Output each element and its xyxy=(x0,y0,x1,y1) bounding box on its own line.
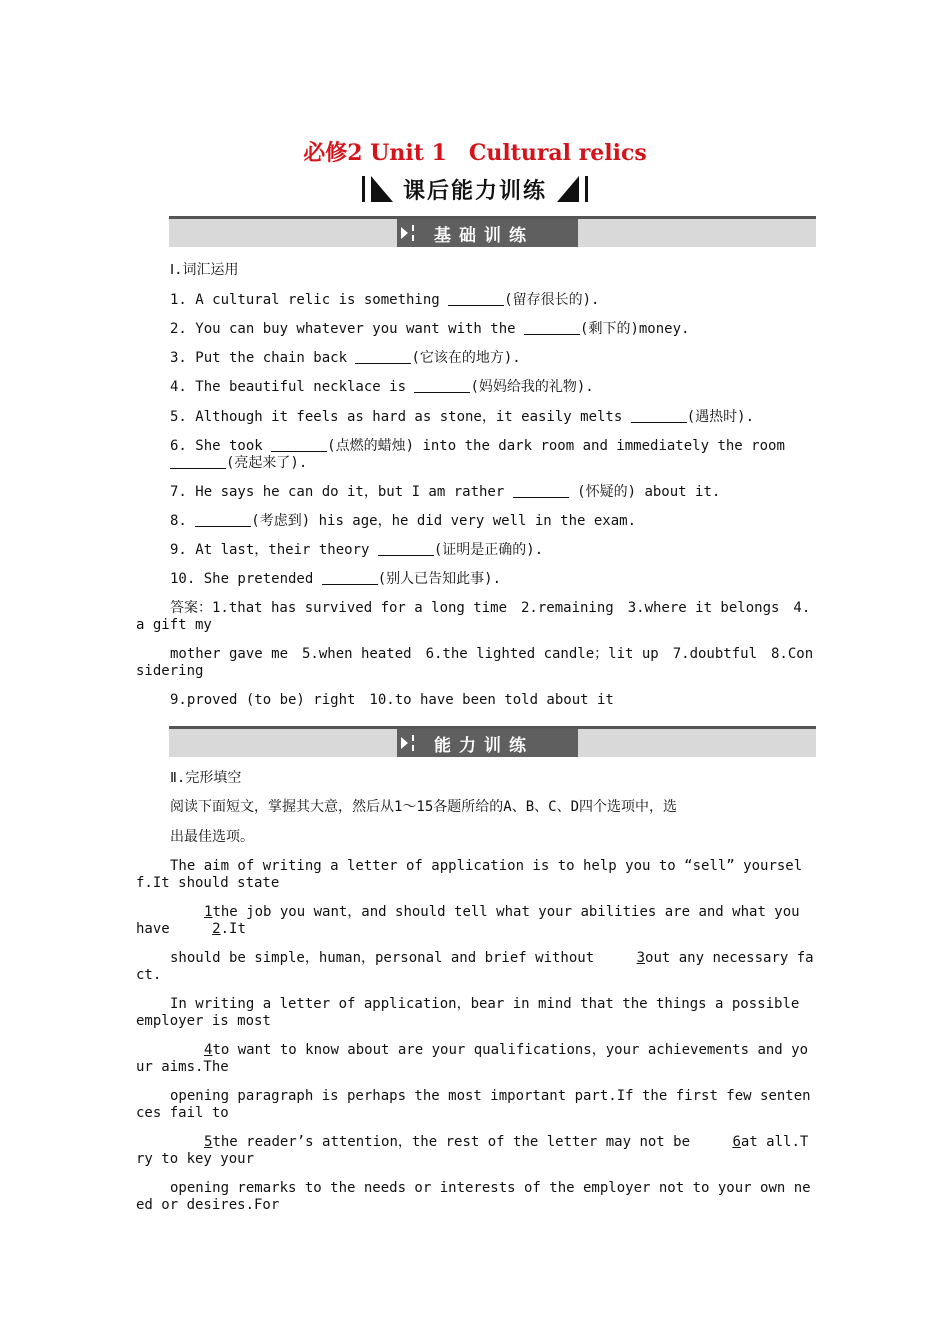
q-hint: (妈妈给我的礼物). xyxy=(470,379,594,395)
section-tab xyxy=(397,729,578,757)
answer-blank xyxy=(170,454,226,469)
cloze-blank-1: 1 xyxy=(204,904,213,920)
banner xyxy=(0,172,950,206)
q-text: 5. Although it feels as hard as stone，it easily melts xyxy=(170,409,631,425)
question-8 xyxy=(136,512,816,530)
triangle-left-icon xyxy=(371,176,393,202)
answer-key-3: 9.proved (to be) right 10.to have been told about it xyxy=(170,692,614,708)
answer-key-1: 答案：1.that has survived for a long time 2.remaining 3.where it belongs 4.a gift my xyxy=(136,600,811,633)
passage-line xyxy=(136,1134,816,1168)
question-6 xyxy=(136,437,816,455)
question-1 xyxy=(136,291,816,309)
question-5 xyxy=(136,408,816,426)
section-label: 基础训练 xyxy=(434,225,534,246)
section-tab xyxy=(397,219,578,247)
passage-line xyxy=(136,950,816,984)
passage-line: opening paragraph is perhaps the most important part.If the first few sentences fail to xyxy=(136,1088,811,1121)
q-hint: (考虑到) his age，he did very well in the exam. xyxy=(251,513,637,529)
passage-text: the job you want，and should tell what your abilities are and what you have xyxy=(136,904,809,937)
q-hint: (剩下的)money. xyxy=(580,321,690,337)
answer-blank xyxy=(448,291,504,306)
arrow-icon xyxy=(401,227,408,239)
instructions-cont: 出最佳选项。 xyxy=(170,829,254,845)
passage-text: out any necessary fact. xyxy=(136,950,814,983)
arrow-icon xyxy=(401,737,408,749)
q-hint: (点燃的蜡烛) into the dark room and immediately the room xyxy=(327,438,785,454)
q-text: 2. You can buy whatever you want with the xyxy=(170,321,525,337)
passage-line: The aim of writing a letter of application is to help you to “sell” yourself.It should state xyxy=(136,858,803,891)
question-3 xyxy=(136,349,816,367)
answer-blank xyxy=(271,437,327,452)
answer-blank xyxy=(355,349,411,364)
section-header-basic xyxy=(169,216,816,247)
section-label: 能力训练 xyxy=(434,735,534,756)
passage-line xyxy=(136,904,816,938)
q-hint: (遇热时). xyxy=(686,409,755,425)
part1-heading: Ⅰ.词汇运用 xyxy=(170,262,239,278)
cloze-blank-4: 4 xyxy=(204,1042,213,1058)
cloze-blank-2: 2 xyxy=(212,921,221,937)
q-hint: (留存很长的). xyxy=(504,292,600,308)
passage-text: at all.Try to key your xyxy=(136,1134,809,1167)
banner-bar-left xyxy=(362,176,365,202)
q-hint: (证明是正确的). xyxy=(433,542,544,558)
passage-text: to want to know about are your qualifications，your achievements and your aims.The xyxy=(136,1042,809,1075)
q-text: 8. xyxy=(170,513,196,529)
q-hint: (亮起来了). xyxy=(226,455,308,471)
q-text: 7. He says he can do it，but I am rather xyxy=(170,484,513,500)
q-text: 10. She pretended xyxy=(170,571,322,587)
cloze-blank-3: 3 xyxy=(636,950,646,966)
question-2 xyxy=(136,320,816,338)
answer-key-2: mother gave me 5.when heated 6.the lighted candle；lit up 7.doubtful 8.Considering xyxy=(136,646,814,679)
q-text: 3. Put the chain back xyxy=(170,350,356,366)
answer-blank xyxy=(195,512,251,527)
answer-blank xyxy=(513,483,569,498)
q-hint: (怀疑的) about it. xyxy=(568,484,721,500)
banner-title: 课后能力训练 xyxy=(402,178,547,204)
passage-text: the reader’s attention，the rest of the letter may not be xyxy=(212,1134,699,1150)
answer-blank xyxy=(631,408,687,423)
passage-line: In writing a letter of application，bear in mind that the things a possible employer is most xyxy=(136,996,808,1029)
question-10 xyxy=(136,570,816,588)
question-6-cont xyxy=(170,454,850,472)
question-9 xyxy=(136,541,816,559)
divider xyxy=(412,225,416,241)
q-text: 6. She took xyxy=(170,438,272,454)
answer-blank xyxy=(414,378,470,393)
part2-heading: Ⅱ.完形填空 xyxy=(170,770,242,786)
passage-text: .It xyxy=(220,921,246,937)
q-text: 9. At last，their theory xyxy=(170,542,378,558)
q-hint: (它该在的地方). xyxy=(411,350,521,366)
q-hint: (别人已告知此事). xyxy=(377,571,502,587)
triangle-right-icon xyxy=(557,176,579,202)
passage-line: opening remarks to the needs or interests of the employer not to your own need or desires.For xyxy=(136,1180,811,1213)
passage-line xyxy=(136,1042,816,1076)
answer-blank xyxy=(322,570,378,585)
question-7 xyxy=(136,483,816,501)
q-text: 4. The beautiful necklace is xyxy=(170,379,415,395)
instructions: 阅读下面短文，掌握其大意，然后从1～15各题所给的A、B、C、D四个选项中，选 xyxy=(170,799,677,815)
passage-text: should be simple，human，personal and brief without xyxy=(170,950,603,966)
question-4 xyxy=(136,378,816,396)
answer-blank xyxy=(524,320,580,335)
cloze-blank-6: 6 xyxy=(732,1134,741,1150)
divider xyxy=(412,735,416,751)
section-header-ability xyxy=(169,726,816,757)
q-text: 1. A cultural relic is something xyxy=(170,292,449,308)
cloze-blank-5: 5 xyxy=(204,1134,213,1150)
answer-blank xyxy=(378,541,434,556)
banner-bar-right xyxy=(585,176,588,202)
page-title: 必修2 Unit 1 Cultural relics xyxy=(303,140,647,166)
